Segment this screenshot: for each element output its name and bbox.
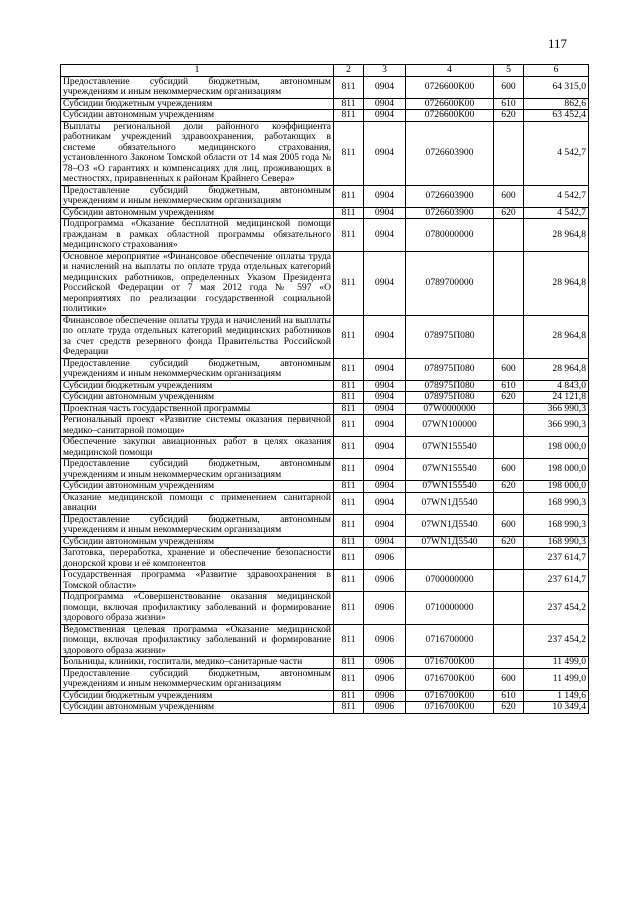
cell-section-code: 0904 bbox=[364, 315, 406, 358]
cell-amount: 168 990,3 bbox=[524, 514, 589, 536]
cell-expense-type-code: 600 bbox=[494, 459, 524, 481]
cell-section-code: 0904 bbox=[364, 403, 406, 415]
cell-ministry-code: 811 bbox=[334, 185, 364, 207]
cell-amount: 28 964,8 bbox=[524, 219, 589, 252]
cell-ministry-code: 811 bbox=[334, 76, 364, 98]
cell-target-article-code: 0789700000 bbox=[406, 251, 494, 315]
cell-item-name: Субсидии автономным учреждениям bbox=[61, 536, 334, 548]
cell-item-name: Субсидии автономным учреждениям bbox=[61, 702, 334, 714]
column-header: 3 bbox=[364, 65, 406, 77]
cell-section-code: 0904 bbox=[364, 481, 406, 493]
cell-expense-type-code: 600 bbox=[494, 76, 524, 98]
table-row bbox=[61, 207, 589, 219]
column-header: 5 bbox=[494, 65, 524, 77]
cell-item-name: Предоставление субсидий бюджетным, автономным учреждениям и иным некоммерческим организациям bbox=[61, 185, 334, 207]
cell-item-name: Субсидии бюджетным учреждениям bbox=[61, 98, 334, 110]
table-row bbox=[61, 592, 589, 625]
cell-item-name: Ведомственная целевая программа «Оказание медицинской помощи, включая профилактику заболеваний и формирование здорового образа жизни» bbox=[61, 624, 334, 657]
cell-item-name: Предоставление субсидий бюджетным, автономным учреждениям и иным некоммерческим организациям bbox=[61, 459, 334, 481]
cell-section-code: 0904 bbox=[364, 437, 406, 459]
cell-amount: 28 964,8 bbox=[524, 358, 589, 380]
cell-ministry-code: 811 bbox=[334, 624, 364, 657]
cell-amount: 198 000,0 bbox=[524, 437, 589, 459]
cell-section-code: 0904 bbox=[364, 207, 406, 219]
cell-target-article-code bbox=[406, 548, 494, 570]
cell-ministry-code: 811 bbox=[334, 536, 364, 548]
cell-expense-type-code: 600 bbox=[494, 358, 524, 380]
cell-section-code: 0904 bbox=[364, 251, 406, 315]
cell-target-article-code: 0716700К00 bbox=[406, 702, 494, 714]
cell-expense-type-code bbox=[494, 251, 524, 315]
cell-expense-type-code: 610 bbox=[494, 690, 524, 702]
cell-amount: 1 149,6 bbox=[524, 690, 589, 702]
cell-ministry-code: 811 bbox=[334, 437, 364, 459]
cell-amount: 10 349,4 bbox=[524, 702, 589, 714]
cell-amount: 366 990,3 bbox=[524, 415, 589, 437]
table-row bbox=[61, 437, 589, 459]
cell-ministry-code: 811 bbox=[334, 380, 364, 392]
cell-amount: 28 964,8 bbox=[524, 315, 589, 358]
column-header: 6 bbox=[524, 65, 589, 77]
table-body bbox=[61, 76, 589, 713]
table-row bbox=[61, 624, 589, 657]
cell-expense-type-code bbox=[494, 121, 524, 185]
cell-section-code: 0904 bbox=[364, 358, 406, 380]
cell-target-article-code: 0700000000 bbox=[406, 570, 494, 592]
cell-item-name: Оказание медицинской помощи с применением санитарной авиации bbox=[61, 492, 334, 514]
table-row bbox=[61, 315, 589, 358]
cell-amount: 63 452,4 bbox=[524, 110, 589, 122]
table-row bbox=[61, 702, 589, 714]
cell-section-code: 0906 bbox=[364, 668, 406, 690]
cell-item-name: Субсидии автономным учреждениям bbox=[61, 110, 334, 122]
cell-item-name: Финансовое обеспечение оплаты труда и начислений на выплаты по оплате труда отдельных категорий медицинских работников за счет средств резервного фонда Правительства Российской Федерации bbox=[61, 315, 334, 358]
table-row bbox=[61, 657, 589, 669]
cell-amount: 4 542,7 bbox=[524, 207, 589, 219]
cell-ministry-code: 811 bbox=[334, 110, 364, 122]
table-header-row bbox=[61, 65, 589, 77]
cell-target-article-code: 078975П080 bbox=[406, 380, 494, 392]
cell-amount: 237 454,2 bbox=[524, 592, 589, 625]
cell-item-name: Предоставление субсидий бюджетным, автономным учреждениям и иным некоммерческим организациям bbox=[61, 76, 334, 98]
cell-expense-type-code: 620 bbox=[494, 110, 524, 122]
cell-item-name: Подпрограмма «Оказание бесплатной медицинской помощи гражданам в рамках областной программы обязательного медицинского страхования» bbox=[61, 219, 334, 252]
cell-expense-type-code bbox=[494, 657, 524, 669]
table-row bbox=[61, 219, 589, 252]
cell-section-code: 0904 bbox=[364, 459, 406, 481]
cell-ministry-code: 811 bbox=[334, 459, 364, 481]
cell-ministry-code: 811 bbox=[334, 492, 364, 514]
cell-amount: 24 121,8 bbox=[524, 392, 589, 404]
cell-item-name: Субсидии бюджетным учреждениям bbox=[61, 380, 334, 392]
cell-ministry-code: 811 bbox=[334, 315, 364, 358]
cell-expense-type-code: 600 bbox=[494, 514, 524, 536]
table-row bbox=[61, 185, 589, 207]
cell-expense-type-code: 620 bbox=[494, 536, 524, 548]
cell-amount: 4 542,7 bbox=[524, 185, 589, 207]
cell-section-code: 0904 bbox=[364, 98, 406, 110]
table-row bbox=[61, 76, 589, 98]
cell-item-name: Субсидии автономным учреждениям bbox=[61, 392, 334, 404]
cell-amount: 168 990,3 bbox=[524, 492, 589, 514]
cell-target-article-code: 07WN1Д5540 bbox=[406, 536, 494, 548]
cell-item-name: Предоставление субсидий бюджетным, автономным учреждениям и иным некоммерческим организациям bbox=[61, 514, 334, 536]
cell-amount: 4 542,7 bbox=[524, 121, 589, 185]
cell-ministry-code: 811 bbox=[334, 219, 364, 252]
cell-expense-type-code: 620 bbox=[494, 481, 524, 493]
cell-section-code: 0906 bbox=[364, 548, 406, 570]
table-row bbox=[61, 403, 589, 415]
cell-target-article-code: 07WN1Д5540 bbox=[406, 492, 494, 514]
cell-amount: 862,6 bbox=[524, 98, 589, 110]
table-row bbox=[61, 110, 589, 122]
cell-item-name: Государственная программа «Развитие здравоохранения в Томской области» bbox=[61, 570, 334, 592]
cell-amount: 64 315,0 bbox=[524, 76, 589, 98]
cell-section-code: 0906 bbox=[364, 657, 406, 669]
cell-section-code: 0906 bbox=[364, 702, 406, 714]
cell-target-article-code: 0726600К00 bbox=[406, 110, 494, 122]
column-header: 4 bbox=[406, 65, 494, 77]
cell-ministry-code: 811 bbox=[334, 548, 364, 570]
cell-target-article-code: 0726603900 bbox=[406, 185, 494, 207]
table-row bbox=[61, 98, 589, 110]
cell-section-code: 0904 bbox=[364, 121, 406, 185]
table-row bbox=[61, 358, 589, 380]
cell-target-article-code: 0716700К00 bbox=[406, 657, 494, 669]
cell-ministry-code: 811 bbox=[334, 592, 364, 625]
table-row bbox=[61, 392, 589, 404]
cell-target-article-code: 0780000000 bbox=[406, 219, 494, 252]
cell-ministry-code: 811 bbox=[334, 358, 364, 380]
cell-expense-type-code bbox=[494, 492, 524, 514]
cell-ministry-code: 811 bbox=[334, 570, 364, 592]
table-row bbox=[61, 492, 589, 514]
cell-item-name: Выплаты региональной доли районного коэффициента работникам учреждений здравоохранения, работающих в системе обязательного медицинского страхования, установленного Законом Томской области от 14 мая 2005 года № 78–ОЗ «О гарантиях и компенсациях для лиц, проживающих в местностях, приравненных к районам Крайнего Севера» bbox=[61, 121, 334, 185]
cell-target-article-code: 078975П080 bbox=[406, 392, 494, 404]
cell-expense-type-code: 610 bbox=[494, 98, 524, 110]
cell-item-name: Предоставление субсидий бюджетным, автономным учреждениям и иным некоммерческим организациям bbox=[61, 358, 334, 380]
table-row bbox=[61, 514, 589, 536]
cell-section-code: 0906 bbox=[364, 570, 406, 592]
cell-target-article-code: 0716700000 bbox=[406, 624, 494, 657]
table-row bbox=[61, 536, 589, 548]
column-header: 2 bbox=[334, 65, 364, 77]
cell-item-name: Обеспечение закупки авиационных работ в целях оказания медицинской помощи bbox=[61, 437, 334, 459]
cell-ministry-code: 811 bbox=[334, 657, 364, 669]
cell-item-name: Предоставление субсидий бюджетным, автономным учреждениям и иным некоммерческим организациям bbox=[61, 668, 334, 690]
cell-section-code: 0904 bbox=[364, 514, 406, 536]
table-row bbox=[61, 380, 589, 392]
cell-amount: 198 000,0 bbox=[524, 481, 589, 493]
cell-item-name: Региональный проект «Развитие системы оказания первичной медико–санитарной помощи» bbox=[61, 415, 334, 437]
cell-item-name: Субсидии бюджетным учреждениям bbox=[61, 690, 334, 702]
cell-target-article-code: 07WN155540 bbox=[406, 481, 494, 493]
cell-item-name: Субсидии автономным учреждениям bbox=[61, 207, 334, 219]
cell-ministry-code: 811 bbox=[334, 403, 364, 415]
cell-expense-type-code: 600 bbox=[494, 185, 524, 207]
cell-target-article-code: 07WN155540 bbox=[406, 437, 494, 459]
cell-section-code: 0904 bbox=[364, 492, 406, 514]
cell-target-article-code: 0716700К00 bbox=[406, 690, 494, 702]
cell-amount: 28 964,8 bbox=[524, 251, 589, 315]
cell-ministry-code: 811 bbox=[334, 251, 364, 315]
cell-ministry-code: 811 bbox=[334, 415, 364, 437]
cell-expense-type-code bbox=[494, 437, 524, 459]
table-row bbox=[61, 690, 589, 702]
page-number: 117 bbox=[548, 36, 568, 51]
cell-ministry-code: 811 bbox=[334, 702, 364, 714]
cell-expense-type-code: 600 bbox=[494, 668, 524, 690]
cell-expense-type-code: 620 bbox=[494, 392, 524, 404]
cell-expense-type-code bbox=[494, 570, 524, 592]
cell-amount: 11 499,0 bbox=[524, 668, 589, 690]
cell-ministry-code: 811 bbox=[334, 668, 364, 690]
cell-item-name: Подпрограмма «Совершенствование оказания медицинской помощи, включая профилактику заболеваний и формирование здорового образа жизни» bbox=[61, 592, 334, 625]
table-row bbox=[61, 481, 589, 493]
cell-ministry-code: 811 bbox=[334, 392, 364, 404]
cell-expense-type-code: 620 bbox=[494, 207, 524, 219]
table-row bbox=[61, 121, 589, 185]
cell-amount: 237 454,2 bbox=[524, 624, 589, 657]
cell-section-code: 0904 bbox=[364, 219, 406, 252]
cell-expense-type-code bbox=[494, 548, 524, 570]
cell-target-article-code: 0726600К00 bbox=[406, 76, 494, 98]
cell-item-name: Проектная часть государственной программы bbox=[61, 403, 334, 415]
cell-target-article-code: 0726600К00 bbox=[406, 98, 494, 110]
cell-target-article-code: 07WN100000 bbox=[406, 415, 494, 437]
cell-section-code: 0904 bbox=[364, 415, 406, 437]
cell-amount: 366 990,3 bbox=[524, 403, 589, 415]
cell-target-article-code: 0726603900 bbox=[406, 121, 494, 185]
cell-item-name: Больницы, клиники, госпитали, медико–санитарные части bbox=[61, 657, 334, 669]
cell-section-code: 0906 bbox=[364, 592, 406, 625]
cell-expense-type-code bbox=[494, 403, 524, 415]
cell-item-name: Основное мероприятие «Финансовое обеспечение оплаты труда и начислений на выплаты по оплате труда отдельных категорий медицинских работников, определенных Указом Президента Российской Федерации от 7 мая 2012 года № 597 «О мероприятиях по реализации государственной социальной политики» bbox=[61, 251, 334, 315]
cell-section-code: 0906 bbox=[364, 690, 406, 702]
cell-expense-type-code: 610 bbox=[494, 380, 524, 392]
cell-amount: 198 000,0 bbox=[524, 459, 589, 481]
cell-amount: 11 499,0 bbox=[524, 657, 589, 669]
table-row bbox=[61, 668, 589, 690]
cell-expense-type-code: 620 bbox=[494, 702, 524, 714]
cell-ministry-code: 811 bbox=[334, 98, 364, 110]
cell-amount: 168 990,3 bbox=[524, 536, 589, 548]
cell-amount: 4 843,0 bbox=[524, 380, 589, 392]
cell-section-code: 0904 bbox=[364, 185, 406, 207]
cell-ministry-code: 811 bbox=[334, 481, 364, 493]
cell-target-article-code: 07WN155540 bbox=[406, 459, 494, 481]
cell-expense-type-code bbox=[494, 624, 524, 657]
cell-item-name: Субсидии автономным учреждениям bbox=[61, 481, 334, 493]
cell-amount: 237 614,7 bbox=[524, 570, 589, 592]
cell-expense-type-code bbox=[494, 592, 524, 625]
cell-section-code: 0904 bbox=[364, 76, 406, 98]
cell-expense-type-code bbox=[494, 219, 524, 252]
table-row bbox=[61, 570, 589, 592]
cell-target-article-code: 078975П080 bbox=[406, 315, 494, 358]
cell-target-article-code: 0716700К00 bbox=[406, 668, 494, 690]
table-row bbox=[61, 251, 589, 315]
cell-target-article-code: 0710000000 bbox=[406, 592, 494, 625]
cell-target-article-code: 078975П080 bbox=[406, 358, 494, 380]
cell-ministry-code: 811 bbox=[334, 121, 364, 185]
cell-item-name: Заготовка, переработка, хранение и обеспечение безопасности донорской крови и её компонентов bbox=[61, 548, 334, 570]
cell-target-article-code: 0726603900 bbox=[406, 207, 494, 219]
cell-section-code: 0904 bbox=[364, 392, 406, 404]
cell-section-code: 0904 bbox=[364, 110, 406, 122]
cell-section-code: 0906 bbox=[364, 624, 406, 657]
cell-target-article-code: 07W0000000 bbox=[406, 403, 494, 415]
column-header: 1 bbox=[61, 65, 334, 77]
cell-expense-type-code bbox=[494, 415, 524, 437]
budget-table bbox=[60, 64, 589, 714]
cell-ministry-code: 811 bbox=[334, 690, 364, 702]
cell-amount: 237 614,7 bbox=[524, 548, 589, 570]
cell-section-code: 0904 bbox=[364, 380, 406, 392]
table-row bbox=[61, 548, 589, 570]
cell-expense-type-code bbox=[494, 315, 524, 358]
table-row bbox=[61, 415, 589, 437]
cell-section-code: 0904 bbox=[364, 536, 406, 548]
table-row bbox=[61, 459, 589, 481]
cell-ministry-code: 811 bbox=[334, 207, 364, 219]
cell-ministry-code: 811 bbox=[334, 514, 364, 536]
cell-target-article-code: 07WN1Д5540 bbox=[406, 514, 494, 536]
